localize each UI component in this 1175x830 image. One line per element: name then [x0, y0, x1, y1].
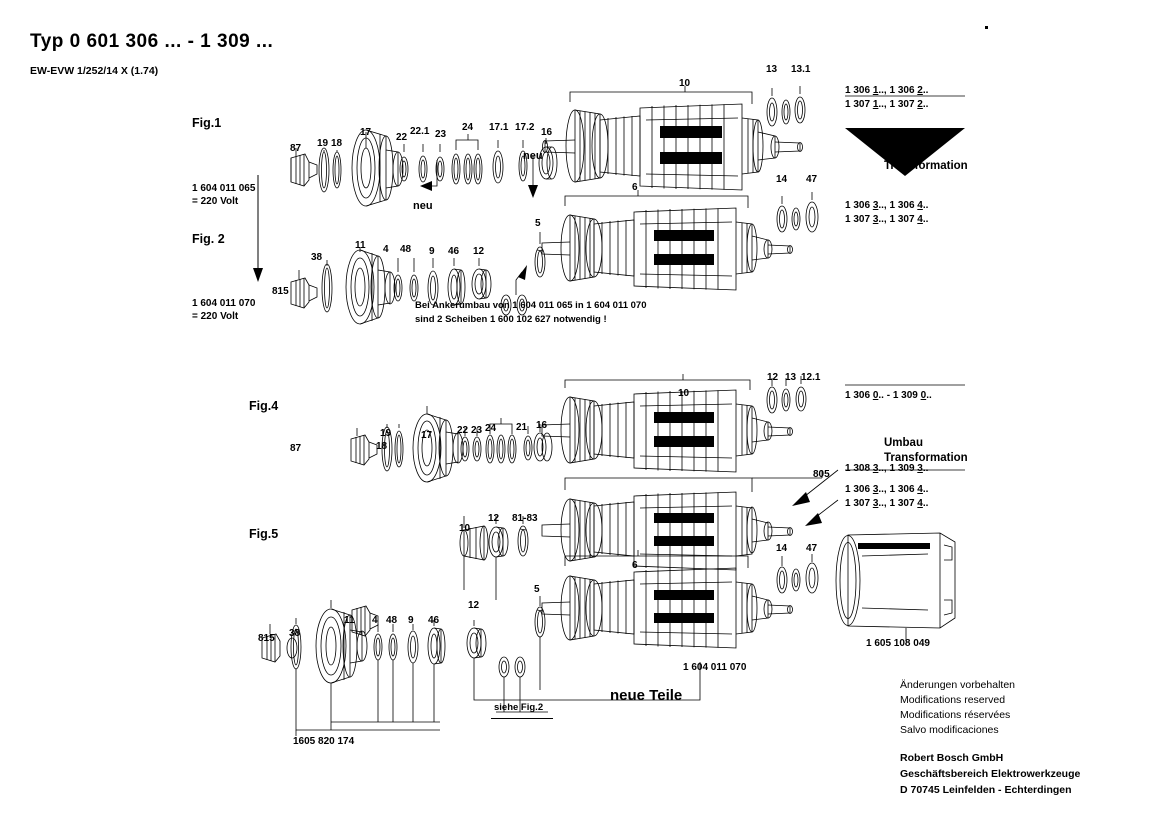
umbau-label-2: Umbau — [884, 437, 923, 449]
callout-14-fig5: 14 — [776, 543, 788, 554]
part-number-gearhead: 1605 820 174 — [293, 736, 355, 747]
callout-12-1-fig4: 12.1 — [801, 372, 821, 383]
callout-17: 17 — [360, 127, 372, 138]
page-title: Typ 0 601 306 ... - 1 309 ... — [30, 31, 274, 52]
callout-48-fig5: 48 — [386, 615, 398, 626]
callout-23: 23 — [435, 129, 447, 140]
footer-line-de: Änderungen vorbehalten — [900, 679, 1016, 691]
callout-18: 18 — [331, 138, 343, 149]
callout-12-fig4: 12 — [767, 372, 779, 383]
callout-21-fig4: 21 — [516, 422, 528, 433]
callout-22-fig4: 22 — [457, 425, 469, 436]
neu-label-right: neu — [523, 150, 543, 162]
callout-24: 24 — [462, 122, 474, 133]
page-subtitle: EW-EVW 1/252/14 X (1.74) — [30, 65, 159, 77]
figure-label-1: Fig.1 — [192, 116, 222, 130]
callout-38-fig5: 38 — [289, 628, 301, 639]
part-number-1604011065: 1 604 011 065 — [192, 183, 256, 194]
callout-18-fig4: 18 — [376, 441, 388, 452]
conversion-note-line1: Bei Ankerumbau von 1 604 011 065 in 1 604 011 070 — [415, 300, 647, 311]
type-range-2-line1: 1 306 3.., 1 306 4.. — [845, 200, 929, 211]
callout-48-fig2: 48 — [400, 244, 412, 255]
callout-12-fig5bottom: 12 — [468, 600, 480, 611]
neue-teile-label: neue Teile — [610, 687, 683, 704]
callout-11-fig2: 11 — [355, 240, 366, 251]
company-division: Geschäftsbereich Elektrowerkzeuge — [900, 768, 1081, 780]
callout-47-fig2: 47 — [806, 174, 818, 185]
callout-4-fig5: 4 — [372, 615, 378, 626]
footer-line-es: Salvo modificaciones — [900, 724, 999, 736]
callout-19: 19 — [317, 138, 329, 149]
type-range-3: 1 306 0.. - 1 309 0.. — [845, 390, 932, 401]
callout-10-fig4: 10 — [678, 388, 690, 399]
callout-12-fig2: 12 — [473, 246, 485, 257]
callout-16-fig4: 16 — [536, 420, 548, 431]
figure-label-2: Fig. 2 — [192, 232, 225, 246]
callout-87-fig4: 87 — [290, 443, 302, 454]
company-address: D 70745 Leinfelden - Echterdingen — [900, 784, 1072, 796]
part-number-1604011065-voltage: = 220 Volt — [192, 196, 239, 207]
callout-22-1: 22.1 — [410, 126, 430, 137]
callout-815-fig5: 815 — [258, 633, 275, 644]
type-range-4: 1 308 3.., 1 309 3.. — [845, 463, 929, 474]
figure-label-5: Fig.5 — [249, 527, 279, 541]
callout-22: 22 — [396, 132, 408, 143]
transformation-label-2: Transformation — [884, 452, 968, 464]
callout-9-fig5: 9 — [408, 615, 414, 626]
callout-6-fig2: 6 — [632, 182, 638, 193]
footer-line-fr: Modifications réservées — [900, 709, 1011, 721]
callout-19-fig4: 19 — [380, 428, 392, 439]
callout-17-1: 17.1 — [489, 122, 509, 133]
callout-5-fig5: 5 — [534, 584, 540, 595]
callout-81-83: 81-83 — [512, 513, 538, 524]
callout-38-fig2: 38 — [311, 252, 323, 263]
callout-14-fig2: 14 — [776, 174, 788, 185]
see-fig2-note: siehe Fig.2 — [494, 702, 544, 713]
callout-17-2: 17.2 — [515, 122, 535, 133]
callout-6-fig5: 6 — [632, 560, 638, 571]
callout-13: 13 — [766, 64, 778, 75]
conversion-note-line2: sind 2 Scheiben 1 600 102 627 notwendig ! — [415, 314, 607, 325]
callout-9-fig2: 9 — [429, 246, 435, 257]
callout-23-fig4: 23 — [471, 425, 483, 436]
part-number-1604011070-voltage: = 220 Volt — [192, 311, 239, 322]
see-fig2-underline — [491, 718, 553, 719]
transformation-label-1: Transformation — [884, 160, 968, 172]
part-number-1604011070: 1 604 011 070 — [192, 298, 256, 309]
figure-label-4: Fig.4 — [249, 399, 279, 413]
type-range-5-line2: 1 307 3.., 1 307 4.. — [845, 498, 929, 509]
part-number-armature-bottom: 1 604 011 070 — [683, 662, 747, 673]
callout-4-fig2: 4 — [383, 244, 389, 255]
callout-16: 16 — [541, 127, 553, 138]
callout-46-fig5: 46 — [428, 615, 440, 626]
callout-47-fig5: 47 — [806, 543, 818, 554]
callout-5-fig2: 5 — [535, 218, 541, 229]
callout-13-fig4: 13 — [785, 372, 797, 383]
callout-13-1: 13.1 — [791, 64, 811, 75]
callout-10-fig5: 10 — [459, 523, 471, 534]
neu-label-left: neu — [413, 200, 433, 212]
callout-17-fig4: 17 — [421, 430, 433, 441]
callout-46-fig2: 46 — [448, 246, 460, 257]
callout-12-fig5top: 12 — [488, 513, 500, 524]
type-range-5-line1: 1 306 3.., 1 306 4.. — [845, 484, 929, 495]
type-range-1-line1: 1 306 1.., 1 306 2.. — [845, 85, 929, 96]
footer-line-en: Modifications reserved — [900, 694, 1006, 706]
company-name: Robert Bosch GmbH — [900, 752, 1004, 764]
callout-11-fig5: 11 — [344, 615, 355, 626]
callout-87: 87 — [290, 143, 302, 154]
callout-24-fig4: 24 — [485, 423, 497, 434]
callout-815-fig2: 815 — [272, 286, 289, 297]
callout-10-fig1: 10 — [679, 78, 691, 89]
type-range-2-line2: 1 307 3.., 1 307 4.. — [845, 214, 929, 225]
motor-housing — [836, 533, 955, 628]
callout-805: 805 — [813, 469, 830, 480]
umbau-label-1: Umbau — [884, 145, 923, 157]
part-number-housing: 1 605 108 049 — [866, 638, 930, 649]
type-range-1-line2: 1 307 1.., 1 307 2.. — [845, 99, 929, 110]
